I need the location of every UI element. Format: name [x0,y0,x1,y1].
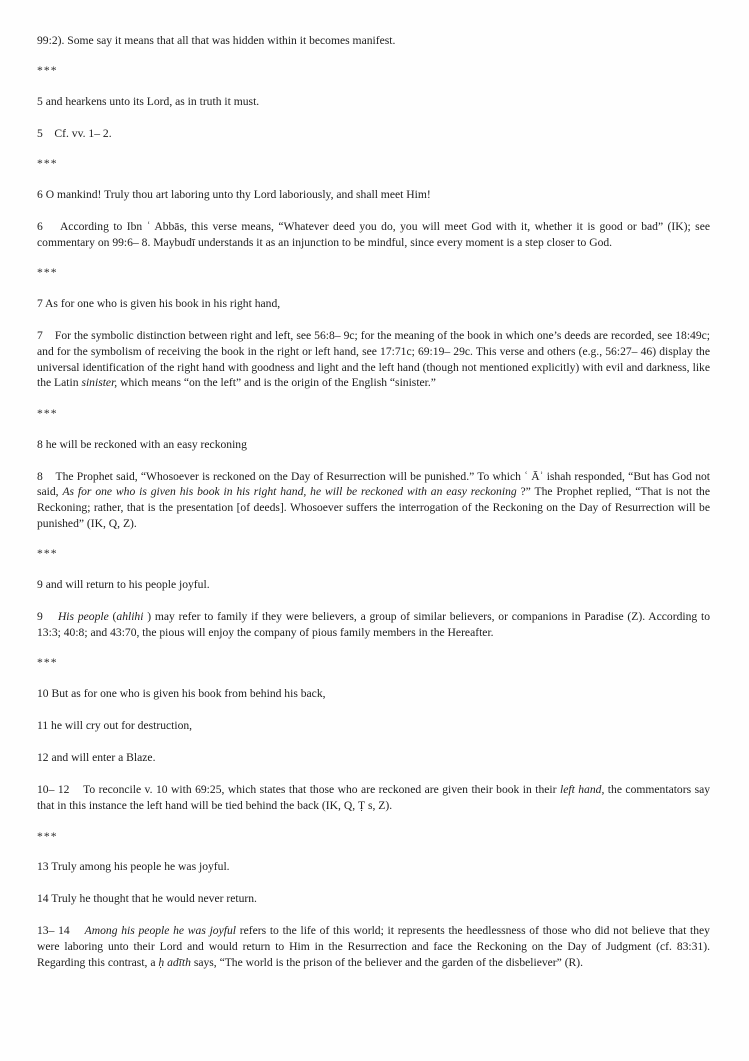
commentary-9 [37,609,710,640]
commentary-verse-number: 6 [37,220,43,234]
page-content [37,33,710,971]
emphasis-text: ahlihi [116,610,144,624]
section-separator-7: *** [37,829,58,843]
commentary-number-gap [43,329,55,342]
verse-9: 9 and will return to his people joyful. [37,578,210,592]
commentary-number-gap [70,924,85,937]
body-text: ?” The Prophet replied, “That is not the Reckoning; rather, that is the presentation [of deeds]. Whosoever suffers the interrogation of the Reckoning on the Day of Resurrection will be punished” (IK, Q, Z). [37,485,710,530]
verse-8: 8 he will be reckoned with an easy reckoning [37,437,247,451]
body-text: ) may refer to family if they were believers, a group of similar believers, or companions in Paradise (Z). According to 13:3; 40:8; and 43:70, the pious will enjoy the company of pious family members in the Hereafter. [37,610,710,639]
verse-6: 6 O mankind! Truly thou art laboring unto thy Lord laboriously, and shall meet Him! [37,188,431,202]
body-text: says, “The world is the prison of the believer and the garden of the disbeliever” (R). [190,955,584,969]
emphasis-text: Among his people he was joyful [84,924,236,938]
emphasis-text: sinister, [81,376,118,390]
commentary-10-12 [37,782,710,813]
commentary-number-gap [43,470,56,483]
commentary-13-14 [37,923,710,970]
commentary-verse-number: 7 [37,329,43,343]
verse-5: 5 and hearkens unto its Lord, as in truth it must. [37,94,260,108]
section-separator-3: *** [37,266,58,280]
body-text: which means “on the left” and is the origin of the English “sinister.” [117,376,436,390]
body-text: To reconcile v. 10 with 69:25, which states that those who are reckoned are given their book in their [83,783,560,797]
commentary-8 [37,469,710,532]
body-text: Cf. vv. 1– 2. [54,126,112,140]
emphasis-text: His people [57,610,109,624]
commentary-number-gap [43,220,60,233]
emphasis-text: As for one who is given his book in his right hand, he will be reckoned with an easy reckoning [62,485,517,499]
commentary-number-gap [69,783,83,796]
section-separator-2: *** [37,157,58,171]
verse-13: 13 Truly among his people he was joyful. [37,860,230,874]
commentary-number-gap [43,127,55,140]
verse-7: 7 As for one who is given his book in his right hand, [37,297,281,311]
verse-10: 10 But as for one who is given his book from behind his back, [37,687,326,701]
body-text: refers to the life of this world; it represents the heedlessness of those who did not believe that they were laboring unto their Lord and would return to Him in the Resurrection and face the Reckoning on the Day of Judgment (cf. 83:31). Regarding this contrast, a [37,924,710,969]
section-separator-6: *** [37,656,58,670]
commentary-verse-number: 5 [37,126,43,140]
emphasis-text: ḥ adīth [158,955,191,969]
body-text: The Prophet said, “Whosoever is reckoned on the Day of Resurrection will be punished.” To which ʿ Āʾ ishah responded, “But has God not said, [37,469,711,499]
body-text: For the symbolic distinction between right and left, see 56:8– 9c; for the meaning of the book in which one’s deeds are recorded, see 18:49c; and for the symbolism of receiving the book in the right or left hand, see 17:71c; 69:19– 29c. This verse and others (e.g., 56:27– 46) display the universal identification of the right hand with goodness and light and the left hand (though not mentioned explicitly) with evil and darkness, like the Latin [37,329,711,390]
commentary-7 [37,328,710,391]
commentary-number-gap [43,610,58,623]
commentary-verse-number: 10– 12 [37,783,70,797]
paragraph-99-2-continuation: 99:2). Some say it means that all that was hidden within it becomes manifest. [37,34,396,47]
commentary-verse-number: 9 [37,610,43,624]
verse-11: 11 he will cry out for destruction, [37,719,193,733]
body-text: According to Ibn ʿ Abbās, this verse means, “Whatever deed you do, you will meet God with it, whether it is good or bad” (IK); see commentary on 99:6– 8. Maybudī understands it as an injunction to be mindful, since every moment is a step closer to God. [37,220,710,249]
section-separator-5: *** [37,547,58,561]
emphasis-text: left hand, [559,783,605,797]
section-separator-4: *** [37,406,58,420]
commentary-verse-number: 8 [37,469,43,483]
section-separator-1: *** [37,64,58,78]
verse-12: 12 and will enter a Blaze. [37,751,156,765]
verse-14: 14 Truly he thought that he would never return. [37,892,257,906]
body-text: the commentators say that in this instance the left hand will be tied behind the back (IK, Q, Ṭ s, Z). [37,783,711,812]
body-text: ( [108,610,117,624]
commentary-6 [37,219,710,250]
commentary-verse-number: 13– 14 [37,924,70,938]
commentary-5 [37,126,710,142]
